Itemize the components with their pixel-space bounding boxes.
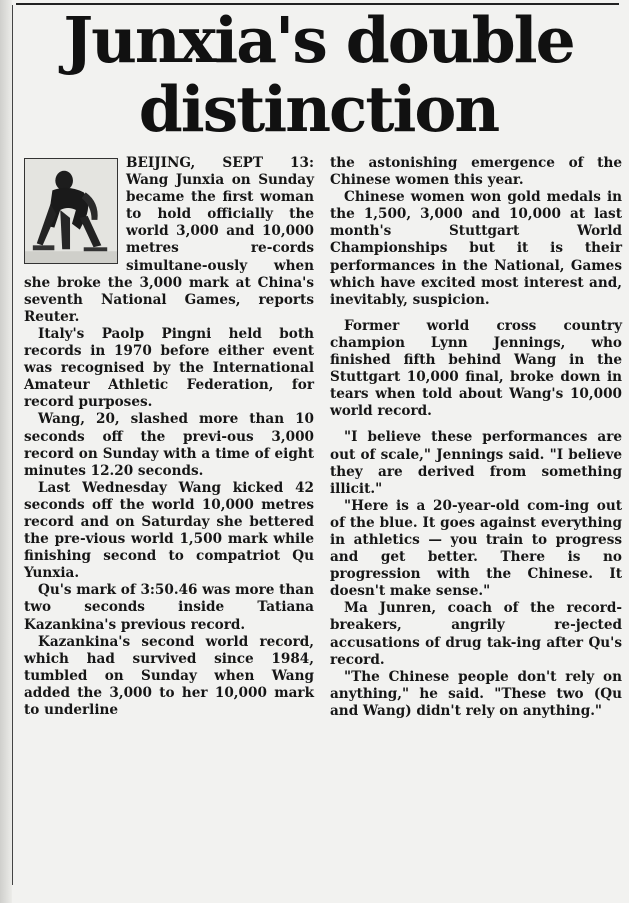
paragraph: Former world cross country champion Lynn Jennings, who finished fifth behind Wang in the Stuttgart 10,000 final, broke down in tears when told about Wang's 10,000 world record.: [330, 317, 622, 420]
paragraph: Chinese women won gold medals in the 1,500, 3,000 and 10,000 at last month's Stuttgart World Championships but it is their performances in the National, Games which have excited most interest and, inevitably, suspicion.: [330, 189, 622, 308]
article-column-1: [24, 155, 314, 719]
paragraph: Wang, 20, slashed more than 10 seconds off the previ-ous 3,000 record on Sunday with a time of eight minutes 12.20 seconds.: [24, 411, 314, 479]
quote-paragraph: "I believe these performances are out of scale," Jennings said. "I believe they are derived from something illicit.": [330, 429, 622, 497]
article-column-2: [330, 155, 622, 720]
headline: Junxia's double distinction: [63, 3, 574, 146]
sprinter-photo: [24, 158, 118, 264]
left-column-rule: [12, 5, 13, 885]
paragraph: Italy's Paolp Pingni held both records in 1970 before either event was recognised by the International Amateur Athletic Federation, for record purposes.: [24, 325, 314, 411]
dateline: BEIJING, SEPT 13:: [126, 155, 314, 171]
quote-paragraph: "The Chinese people don't rely on anything," he said. "These two (Qu and Wang) didn't rely on anything.": [330, 668, 622, 719]
sprinter-crouch-icon: [25, 159, 117, 263]
quote-paragraph: "Here is a 20-year-old com-ing out of the blue. It goes against everything in athletics — you train to progress and get better. There is no progression with the Chinese. It doesn't make sense.": [330, 497, 622, 600]
lead-text: Wang Junxia on Sunday became the first woman to hold officially the world 3,000 and 10,000 metres re-cords simultane-ously when she broke the 3,000 mark at China's seventh National Games, reports Reuter.: [24, 172, 314, 325]
continuation-text: the astonishing emergence of the Chinese women this year.: [330, 155, 622, 189]
paragraph: Qu's mark of 3:50.46 was more than two seconds inside Tatiana Kazankina's previous record.: [24, 582, 314, 633]
paragraph: Ma Junren, coach of the record-breakers, angrily re-jected accusations of drug tak-ing after Qu's record.: [330, 600, 622, 668]
paragraph: Last Wednesday Wang kicked 42 seconds off the world 10,000 metres record and on Saturday she bettered the pre-vious world 1,500 mark while finishing second to compatriot Qu Yunxia.: [24, 479, 314, 582]
page-fold-shadow: [0, 0, 12, 903]
paragraph: Kazankina's second world record, which had survived since 1984, tumbled on Sunday when Wang added the 3,000 to her 10,000 mark to underline: [24, 633, 314, 718]
